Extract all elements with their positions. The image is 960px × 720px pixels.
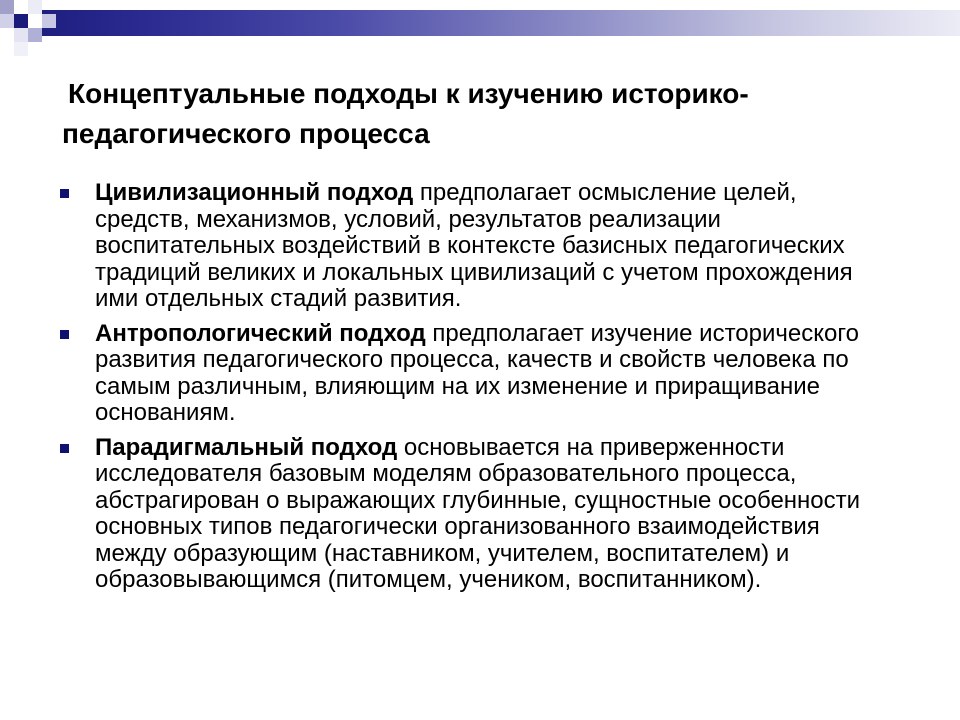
slide-title — [62, 74, 922, 154]
description-civilizational: предполагает осмысление целей, средств, механизмов, условий, результатов реализации воспитательных воздействий в контексте базисных педагогических традиций великих и локальных цивилизаций с учетом прохождения ими отдельных стадий развития. — [95, 179, 853, 312]
square-bullet-icon — [60, 444, 69, 453]
title-line-1: Концептуальные подходы к изучению историко- — [68, 78, 749, 109]
list-item-civilizational — [52, 180, 892, 313]
square-cluster-icon — [0, 0, 120, 60]
description-anthropological: предполагает изучение исторического развития педагогического процесса, качеств и свойств человека по самым различным, влияющим на их изменение и приращивание основаниям. — [95, 319, 859, 426]
title-line-2: педагогического процесса — [62, 118, 430, 149]
square-bullet-icon — [60, 189, 69, 198]
list-item-paradigmal — [52, 435, 892, 594]
approaches-list — [52, 180, 892, 602]
term-anthropological: Антропологический подход — [95, 319, 426, 347]
description-paradigmal: основывается на приверженности исследователя базовым моделям образовательного процесса, абстрагирован о выражающих глубинные, сущностные особенности основных типов педагогически организованного взаимодействия между образующим (наставником, учителем, воспитателем) и образовывающимся (питомцем, учеником, воспитанником). — [95, 433, 861, 593]
square-bullet-icon — [60, 330, 69, 339]
term-paradigmal: Парадигмальный подход — [95, 433, 398, 461]
term-civilizational: Цивилизационный подход — [95, 179, 414, 206]
list-item-anthropological — [52, 321, 892, 427]
header-gradient-band — [0, 10, 960, 36]
